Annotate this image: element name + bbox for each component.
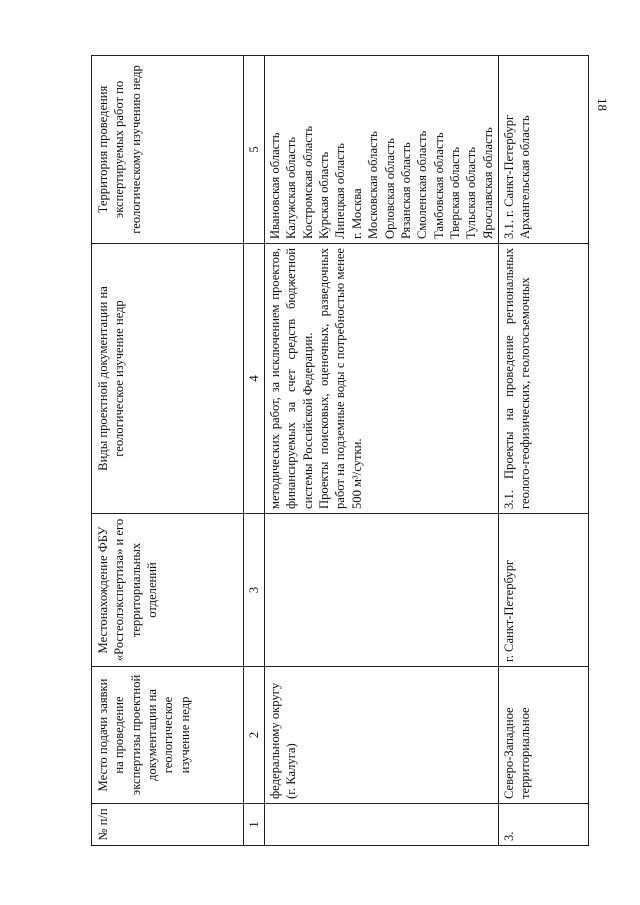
column-number: 2 [244,667,265,804]
header-location: Местонахождение ФБУ «Росгеолэкспертиза» и его территориальных отделений [92,514,244,667]
table-row [265,56,499,846]
rotated-table-container [91,56,550,846]
page-number: 18 [595,97,610,111]
territory-item: Московская область [366,131,381,239]
location-cell [265,514,499,667]
column-number-row [244,56,265,846]
column-number: 1 [244,804,265,846]
territory-item: Смоленская область [415,130,430,239]
territory-item: г. Москва [349,188,364,239]
table-row [499,56,589,846]
expertise-table [91,55,589,846]
territory-item: Липецкая область [333,143,348,239]
header-place: Место подачи заявки на проведение экспертизы проектной документации на геологическое изучение недр [92,667,244,804]
territory-item: Орловская область [382,138,397,239]
territory-item: Калужская область [284,137,299,239]
table-header-row [92,56,244,846]
place-cell: федеральному округу (г. Калуга) [265,667,499,804]
territory-item: Костромская область [300,125,315,239]
territory-item: Тульская область [464,147,479,239]
territory-item: Рязанская область [398,142,413,239]
header-territory: Территория проведения экспертируемых работ по геологическому изучению недр [92,56,244,244]
kinds-cell [265,244,499,514]
territory-item: 3.1. г. Санкт-Петербург [502,114,517,239]
column-number: 5 [244,56,265,244]
territory-item: Ярославская область [480,127,495,239]
kinds-cell: 3.1. Проекты на проведение региональных геолого-геофизических, геологосъемочных [499,244,589,514]
location-cell: г. Санкт-Петербург [499,514,589,667]
territory-item: Тамбовская область [431,132,446,239]
column-number: 3 [244,514,265,667]
header-kinds: Виды проектной документации на геологическое изучение недр [92,244,244,514]
territory-item: Тверская область [447,147,462,239]
territory-cell [265,56,499,244]
place-cell: Северо-Западное территориальное [499,667,589,804]
row-number-cell [265,804,499,846]
kinds-paragraph: методических работ, за исключением проектов, финансируемых за счет средств бюджетной системы Российской Федерации. [268,248,315,509]
column-number: 4 [244,244,265,514]
kinds-paragraph: Проекты поисковых, оценочных, разведочных работ на подземные воды с потребностью менее 500 м³/сутки. [317,248,364,509]
territory-item: Ивановская область [268,132,282,239]
territory-item: Архангельская область [518,115,533,239]
territory-cell [499,56,589,244]
row-number-cell: 3. [499,804,589,846]
territory-item: Курская область [317,151,332,239]
header-number: № п/п [92,804,244,846]
